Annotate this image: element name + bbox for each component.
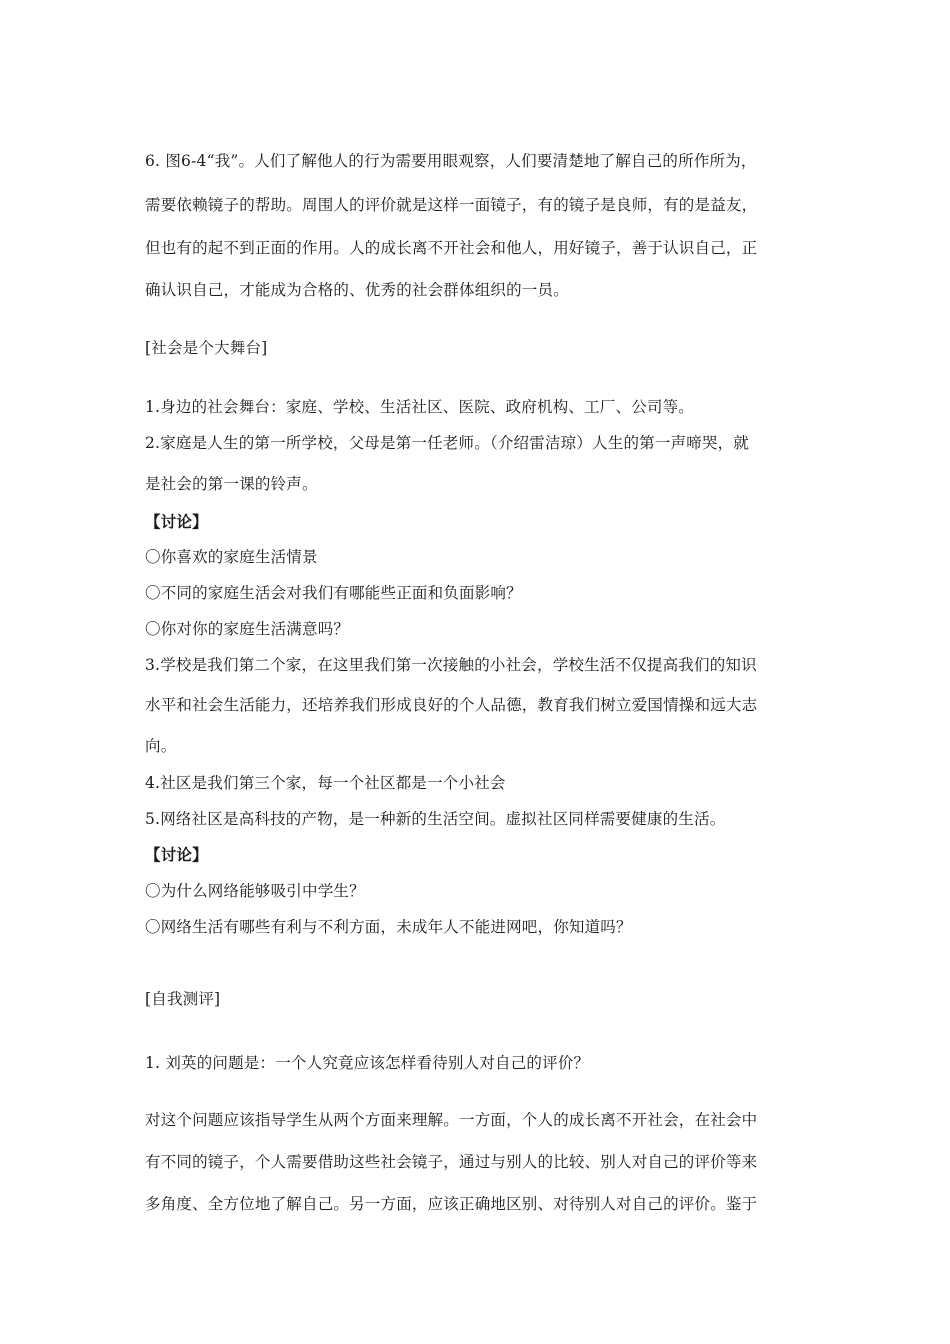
discussion-label-1: 【讨论】 [145, 512, 208, 531]
question-1: 1. 刘英的问题是：一个人究竟应该怎样看待别人对自己的评价？ [145, 1054, 590, 1072]
discussion-label-2: 【讨论】 [145, 845, 208, 864]
section-heading-self-eval: [自我测评] [145, 990, 221, 1008]
item-1: 1.身边的社会舞台：家庭、学校、生活社区、医院、政府机构、工厂、公司等。 [145, 398, 694, 416]
paragraph-6-line-3: 但也有的起不到正面的作用。人的成长离不开社会和他人，用好镜子，善于认识自己，正 [145, 239, 758, 257]
item-4: 4.社区是我们第三个家，每一个社区都是一个小社会 [145, 774, 506, 792]
section-heading-society: [社会是个大舞台] [145, 339, 268, 357]
item-3-line-3: 向。 [145, 737, 177, 755]
answer-1-line-3: 多角度、全方位地了解自己。另一方面，应该正确地区别、对待别人对自己的评价。鉴于 [145, 1195, 758, 1213]
item-2-line-2: 是社会的第一课的铃声。 [145, 475, 318, 493]
discussion-1-item-3: 〇你对你的家庭生活满意吗？ [145, 620, 350, 638]
discussion-2-item-1: 〇为什么网络能够吸引中学生？ [145, 882, 365, 900]
item-2-line-1: 2.家庭是人生的第一所学校，父母是第一任老师。（介绍雷洁琼）人生的第一声啼哭，就 [145, 434, 750, 452]
answer-1-line-1: 对这个问题应该指导学生从两个方面来理解。一方面，个人的成长离不开社会，在社会中 [145, 1111, 758, 1129]
paragraph-6-line-4: 确认识自己，才能成为合格的、优秀的社会群体组织的一员。 [145, 281, 569, 299]
paragraph-6-line-1: 6. 图6-4“我”。人们了解他人的行为需要用眼观察，人们要清楚地了解自己的所作所为， [145, 152, 757, 170]
discussion-1-item-1: 〇你喜欢的家庭生活情景 [145, 548, 318, 566]
discussion-1-item-2: 〇不同的家庭生活会对我们有哪能些正面和负面影响？ [145, 584, 522, 602]
paragraph-6-line-2: 需要依赖镜子的帮助。周围人的评价就是这样一面镜子，有的镜子是良师，有的是益友， [145, 196, 758, 214]
item-3-line-1: 3.学校是我们第二个家，在这里我们第一次接触的小社会，学校生活不仅提高我们的知识 [145, 656, 757, 674]
answer-1-line-2: 有不同的镜子，个人需要借助这些社会镜子，通过与别人的比较、别人对自己的评价等来 [145, 1153, 758, 1171]
discussion-2-item-2: 〇网络生活有哪些有利与不利方面，未成年人不能进网吧，你知道吗？ [145, 918, 632, 936]
item-5: 5.网络社区是高科技的产物，是一种新的生活空间。虚拟社区同样需要健康的生活。 [145, 810, 726, 828]
item-3-line-2: 水平和社会生活能力，还培养我们形成良好的个人品德，教育我们树立爱国情操和远大志 [145, 696, 758, 714]
